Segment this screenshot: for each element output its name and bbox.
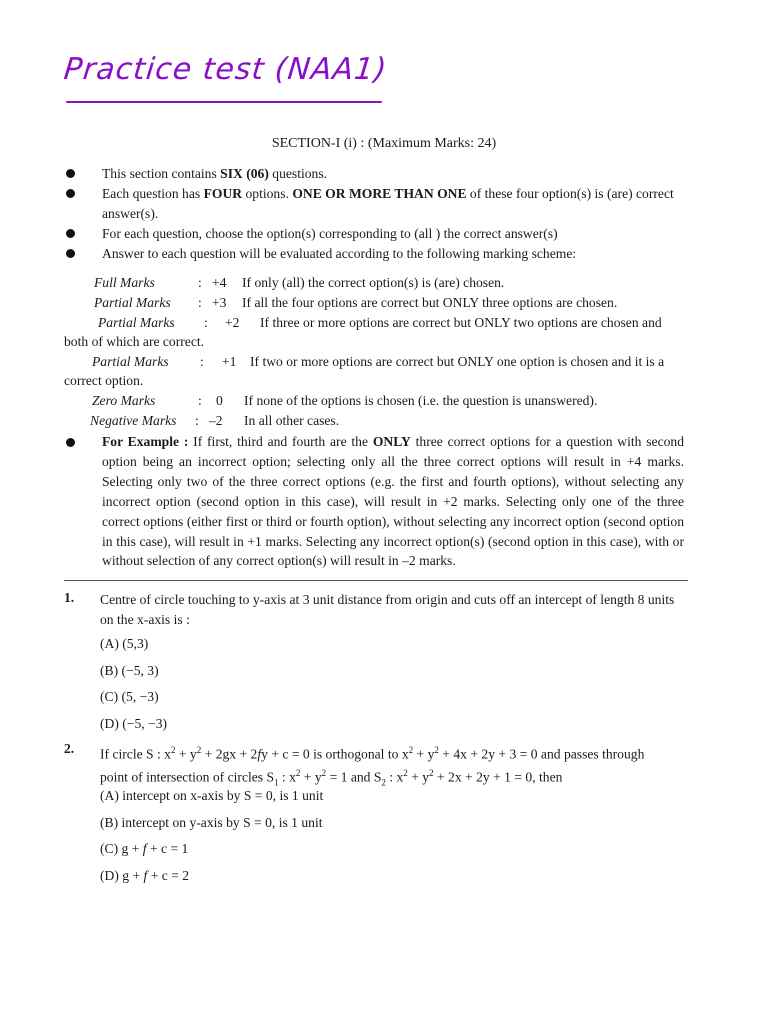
option-a: (A) (5,3) xyxy=(100,636,149,651)
bullet-dot xyxy=(66,438,75,447)
instruction-item: Answer to each question will be evaluated according to the following marking scheme: xyxy=(64,244,684,264)
option-c: (C) (5, −3) xyxy=(100,689,159,704)
handwritten-underline xyxy=(66,101,382,103)
instruction-item: This section contains SIX (06) questions. xyxy=(64,164,684,184)
bullet-dot xyxy=(66,249,75,258)
option-a: (A) intercept on x-axis by S = 0, is 1 unit xyxy=(100,788,324,803)
instructions-list xyxy=(64,164,684,264)
marking-row-full: Full Marks : +4 If only (all) the correct option(s) is (are) chosen. xyxy=(94,275,505,290)
option-c: (C) g + f + c = 1 xyxy=(100,841,189,856)
marking-row-zero: Zero Marks : 0 If none of the options is chosen (i.e. the question is unanswered). xyxy=(92,393,598,408)
question-number: 1. xyxy=(64,590,75,605)
option-d: (D) g + f + c = 2 xyxy=(100,868,190,883)
bullet-dot xyxy=(66,189,75,198)
marking-example xyxy=(64,432,684,571)
question-line-2: point of intersection of circles $S_1$ : $x^2 + y^2 = 1$ and $S_2$ : $x^2 + y^2 + 2x + 2y + 1 = 0$, then xyxy=(100,768,563,788)
question-line-1: If circle S : $x^2 + y^2 + 2gx + 2fy + c = 0$ is orthogonal to $x^2 + y^2 + 4x + 2y + 3 = 0$ and passes through xyxy=(100,745,645,762)
section-title: SECTION-I (i) : (Maximum Marks: 24) xyxy=(271,136,497,151)
marking-row-partial-1: Partial Marks : +1 If two or more options are correct but ONLY one option is chosen and it is a correct option. xyxy=(64,354,665,388)
marking-row-negative: Negative Marks : –2 In all other cases. xyxy=(90,413,340,428)
question-number: 2. xyxy=(64,741,75,756)
question-2 xyxy=(64,741,688,883)
question-text: Centre of circle touching to y-axis at 3 unit distance from origin and cuts off an intercept of length 8 units on the x-axis is : xyxy=(100,592,675,627)
option-b: (B) (−5, 3) xyxy=(100,663,159,678)
instruction-item: For each question, choose the option(s) corresponding to (all ) the correct answer(s) xyxy=(64,224,684,244)
marking-row-partial-2: Partial Marks : +2 If three or more options are correct but ONLY two options are chosen and both of which are correct. xyxy=(64,315,662,349)
handwritten-title-text: Practice test (NAA1) xyxy=(62,52,389,87)
instruction-item: Each question has FOUR options. ONE OR MORE THAN ONE of these four option(s) is (are) correct answer(s). xyxy=(64,184,684,223)
example-text: For Example : If first, third and fourth are the ONLY three correct options for a question with second option being an incorrect option; selecting only all the three correct options will result in +4 marks. Selecting only two of the three correct options (e.g. the first and fourth options), without selecting any incorrect option (second option in this case), will result in +2 marks. Selecting only one of the three correct options (either first or third or fourth option), without selecting any incorrect option (second option in this case), will result in +1 marks. Selecting any incorrect option(s) (second option in this case), with or without selection of any correct option(s) will result in –2 marks. xyxy=(102,434,684,569)
question-1 xyxy=(64,590,688,731)
bullet-dot xyxy=(66,169,75,178)
marking-row-partial-3: Partial Marks : +3 If all the four options are correct but ONLY three options are chosen. xyxy=(94,295,618,310)
section-divider xyxy=(64,580,688,581)
question-text xyxy=(100,741,688,793)
marking-scheme xyxy=(64,273,684,431)
bullet-dot xyxy=(66,229,75,238)
option-b: (B) intercept on y-axis by S = 0, is 1 unit xyxy=(100,815,323,830)
option-d: (D) (−5, −3) xyxy=(100,716,168,731)
